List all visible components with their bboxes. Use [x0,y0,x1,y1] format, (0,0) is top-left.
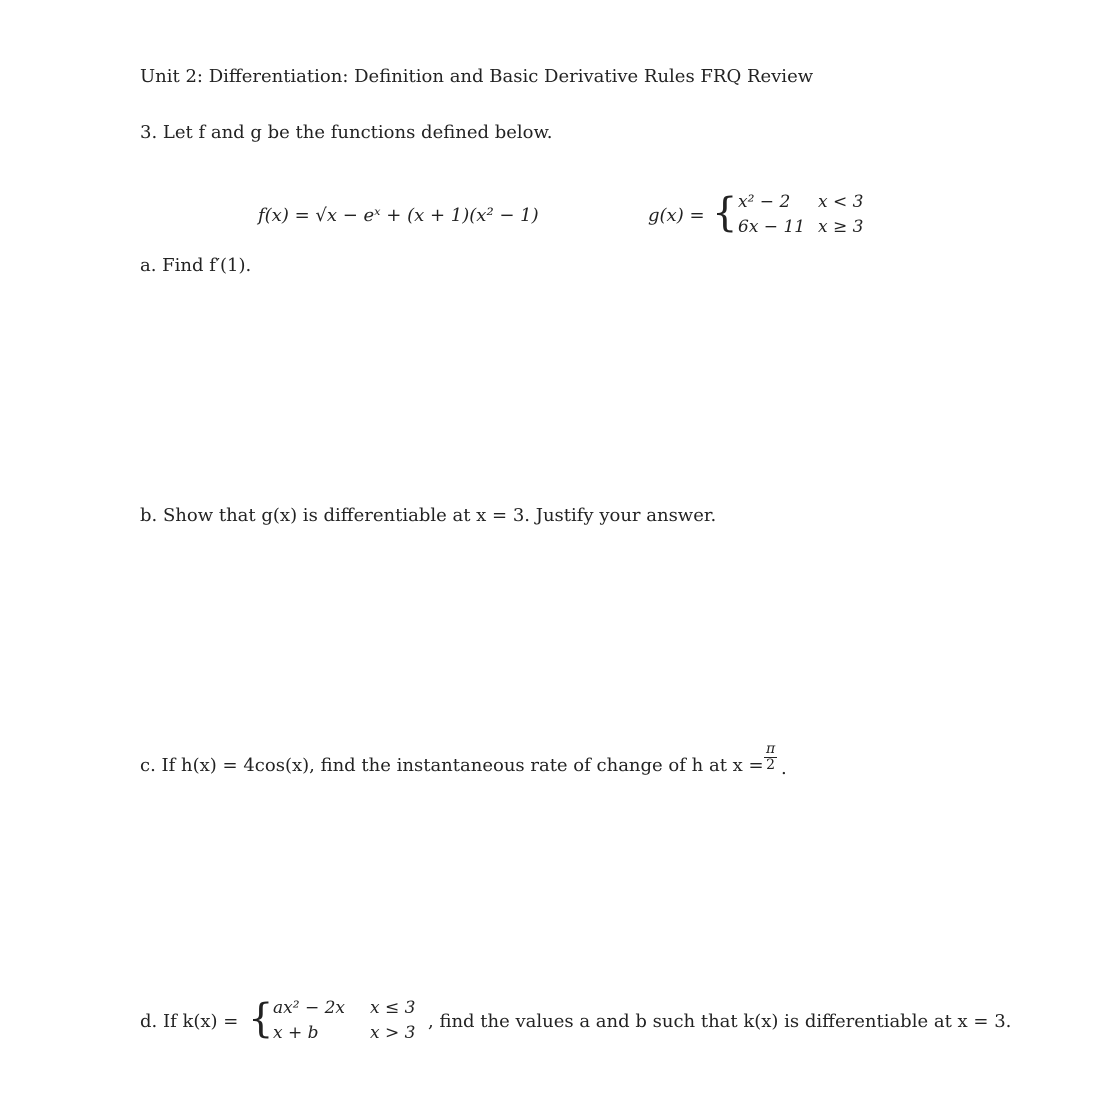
problem-intro: 3. Let f and g be the functions defined below. [140,122,553,143]
g-brace: { [712,190,738,236]
part-c-fraction [764,742,777,774]
part-c-period: . [781,758,787,779]
part-b-prompt: b. Show that g(x) is differentiable at x = 3. Justify your answer. [140,505,717,526]
g-piece-2-cond: x ≥ 3 [818,217,864,237]
g-piece-2-expr: 6x − 11 [738,217,806,237]
fraction-numerator: π [766,741,776,757]
part-d-label: d. If k(x) = [140,1011,239,1032]
k-piece-2-cond: x > 3 [370,1023,416,1043]
k-piece-2-expr: x + b [273,1023,319,1043]
part-d-tail: , find the values a and b such that k(x) is differentiable at x = 3. [428,1011,1012,1032]
f-definition: f(x) = √x − eˣ + (x + 1)(x² − 1) [258,205,539,226]
g-label: g(x) = [648,205,705,226]
k-brace: { [248,996,274,1042]
g-piece-1-cond: x < 3 [818,192,864,212]
k-piece-1-cond: x ≤ 3 [370,998,416,1018]
fraction-denominator: 2 [766,757,776,774]
part-a-prompt: a. Find f′(1). [140,255,252,276]
part-c-text: c. If h(x) = 4cos(x), find the instantaneous rate of change of h at x = [140,755,764,776]
k-piece-1-expr: ax² − 2x [273,998,345,1018]
g-piece-1-expr: x² − 2 [738,192,791,212]
page-title: Unit 2: Differentiation: Definition and Basic Derivative Rules FRQ Review [140,66,814,87]
